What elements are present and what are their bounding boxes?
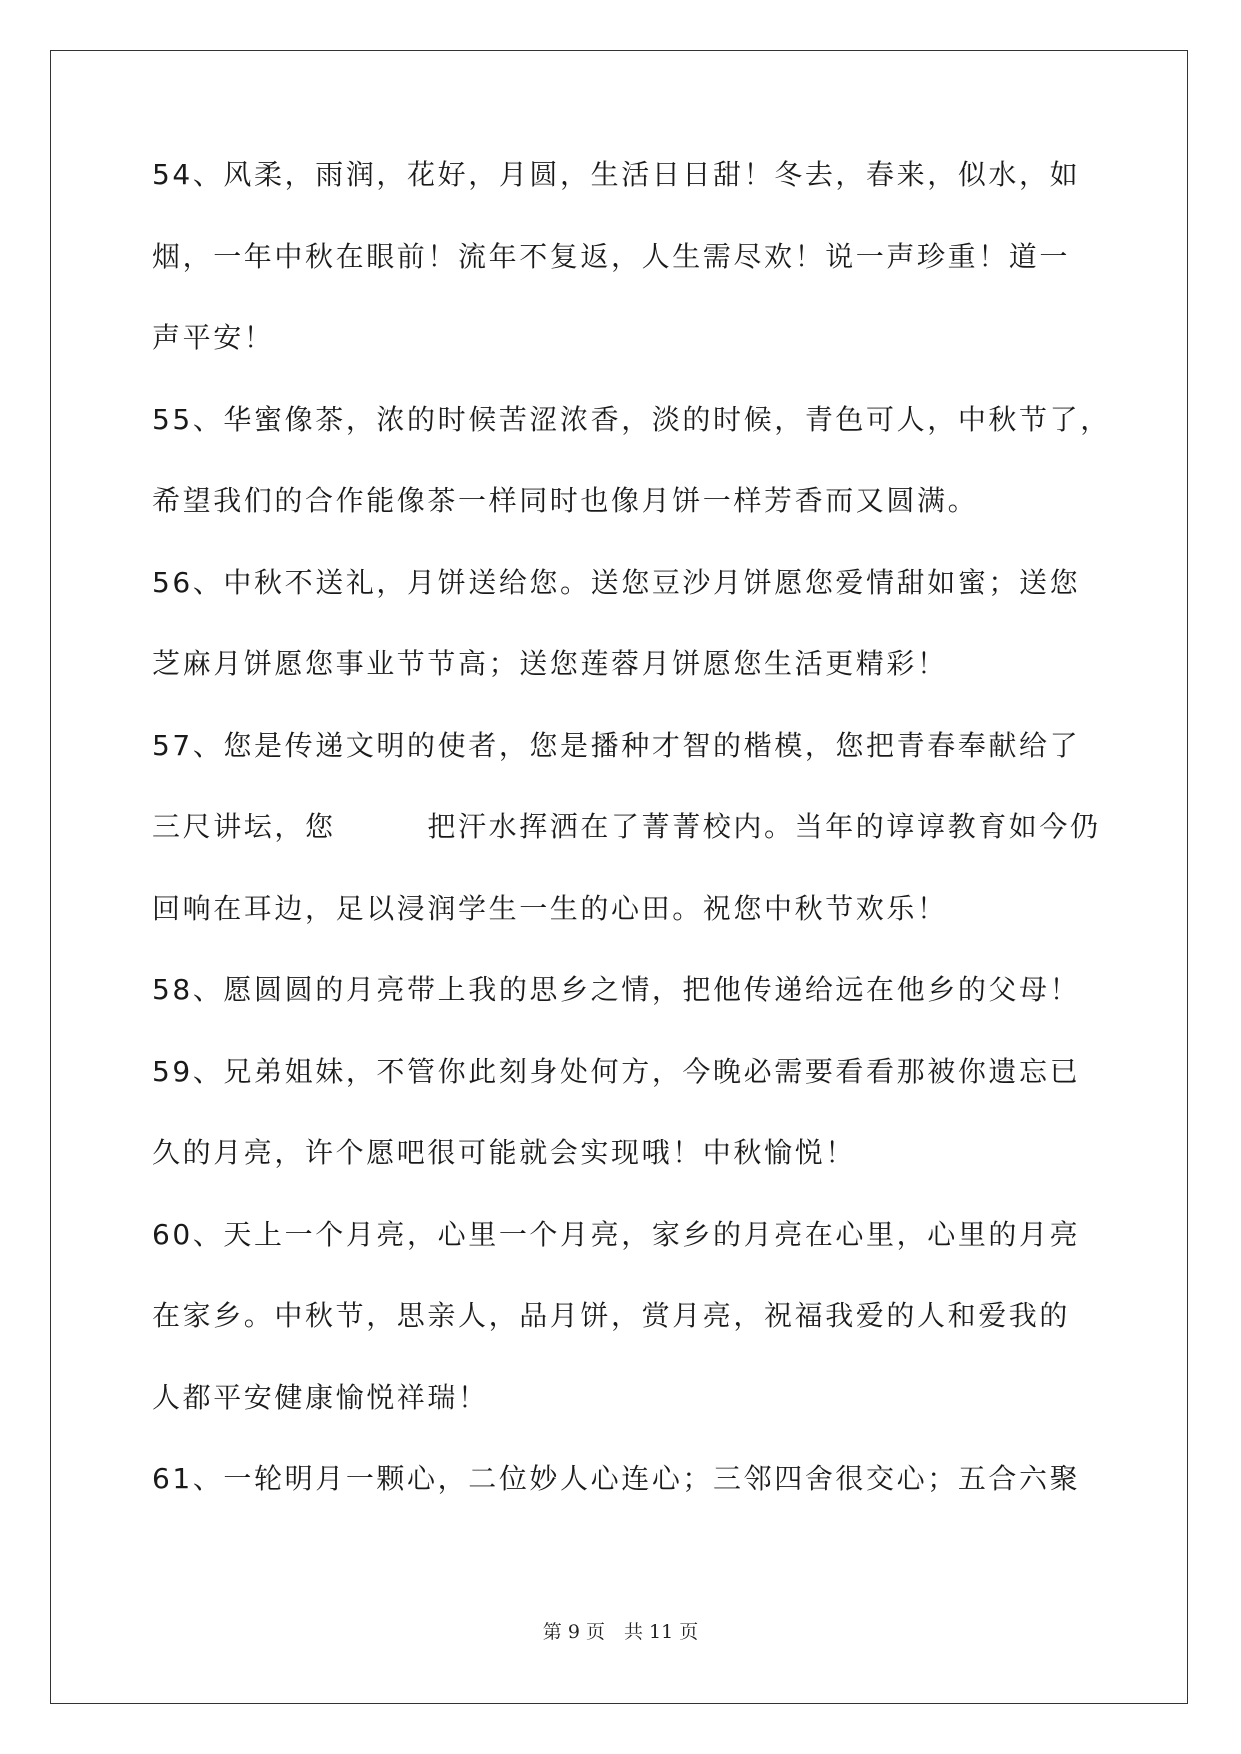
- text-line: 58、愿圆圆的月亮带上我的思乡之情，把他传递给远在他乡的父母！: [152, 973, 1081, 1006]
- text-line: 声平安！: [152, 321, 275, 354]
- page-number-footer: 第 9 页 共 11 页: [542, 1621, 699, 1643]
- text-line: 57、您是传递文明的使者，您是播种才智的楷模，您把青春奉献给了: [152, 728, 1081, 762]
- text-line: 烟，一年中秋在眼前！流年不复返，人生需尽欢！说一声珍重！道一: [152, 239, 1071, 273]
- text-line: 56、中秋不送礼，月饼送给您。送您豆沙月饼愿您爱情甜如蜜；送您: [152, 565, 1081, 599]
- text-line: 人都平安健康愉悦祥瑞！: [152, 1380, 489, 1414]
- text-line: 在家乡。中秋节，思亲人，品月饼，赏月亮，祝福我爱的人和爱我的: [152, 1299, 1071, 1332]
- text-line: 三尺讲坛，您 把汗水挥洒在了菁菁校内。当年的谆谆教育如今仍: [152, 810, 1101, 843]
- text-line: 芝麻月饼愿您事业节节高；送您莲蓉月饼愿您生活更精彩！: [152, 647, 948, 680]
- text-line: 回响在耳边，足以浸润学生一生的心田。祝您中秋节欢乐！: [152, 891, 948, 925]
- text-line: 60、天上一个月亮，心里一个月亮，家乡的月亮在心里，心里的月亮: [152, 1217, 1081, 1251]
- text-line: 久的月亮，许个愿吧很可能就会实现哦！中秋愉悦！: [152, 1136, 856, 1169]
- text-line: 54、风柔，雨润，花好，月圆，生活日日甜！冬去，春来，似水，如: [152, 158, 1081, 191]
- text-line: 59、兄弟姐妹，不管你此刻身处何方，今晚必需要看看那被你遗忘已: [152, 1054, 1081, 1088]
- text-line: 61、一轮明月一颗心，二位妙人心连心；三邻四舍很交心；五合六聚: [152, 1462, 1081, 1495]
- text-line: 55、华蜜像茶，浓的时候苦涩浓香，淡的时候，青色可人，中秋节了，: [152, 402, 1111, 436]
- document-body: [152, 158, 1112, 1544]
- text-line: 希望我们的合作能像茶一样同时也像月饼一样芳香而又圆满。: [152, 484, 979, 517]
